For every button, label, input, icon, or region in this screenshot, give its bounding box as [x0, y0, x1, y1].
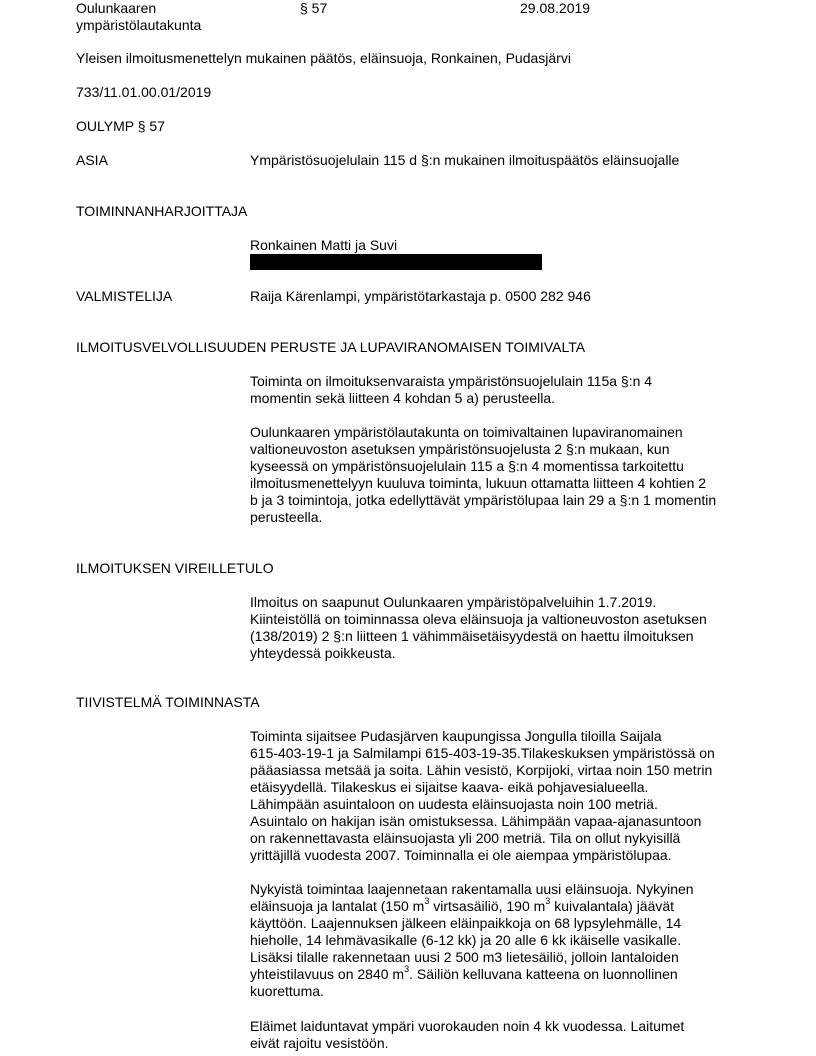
text-line: momentin sekä liitteen 4 kohdan 5 a) perusteella. — [250, 390, 556, 406]
text-line: ilmoitusmenettelyyn kuuluva toiminta, lukuun ottamatta liitteen 4 kohtien 2 — [250, 475, 707, 491]
text-line: yrittäjillä vuodesta 2007. Toiminnalla ei ole aiempaa ympäristölupaa. — [250, 847, 672, 863]
text-line: hieholle, 14 lehmävasikalle (6-12 kk) ja 20 alle 6 kk ikäiselle vasikalle. — [250, 932, 682, 948]
preparer-value: Raija Kärenlampi, ympäristötarkastaja p. 0500 282 946 — [250, 288, 591, 304]
summary-heading: TIIVISTELMÄ TOIMINNASTA — [76, 694, 260, 710]
text-line — [250, 966, 750, 983]
filing-heading: ILMOITUKSEN VIREILLETULO — [76, 560, 274, 576]
basis-heading: ILMOITUSVELVOLLISUUDEN PERUSTE JA LUPAVIRANOMAISEN TOIMIVALTA — [76, 339, 586, 355]
document-date: 29.08.2019 — [520, 0, 591, 16]
text-line: eivät rajoitu vesistöön. — [250, 1035, 389, 1051]
oulymp-section: OULYMP § 57 — [76, 118, 165, 134]
text-line: Nykyistä toimintaa laajennetaan rakentamalla uusi eläinsuoja. Nykyinen — [250, 881, 694, 897]
text-line: Eläimet laiduntavat ympäri vuorokauden noin 4 kk vuodessa. Laitumet — [250, 1018, 685, 1034]
org-name-line2: ympäristölautakunta — [76, 17, 202, 33]
summary-paragraph-1 — [250, 728, 750, 864]
operator-heading: TOIMINNANHARJOITTAJA — [76, 203, 248, 219]
text-line: on rakennettavasta eläinsuojasta yli 200 metriä. Tila on ollut nykyisillä — [250, 830, 681, 846]
text-line: Lähimpään asuintaloon on uudesta eläinsuojasta noin 100 metriä. — [250, 796, 658, 812]
text-line: Ilmoitus on saapunut Oulunkaaren ympäristöpalveluihin 1.7.2019. — [250, 594, 657, 610]
summary-paragraph-3 — [250, 1018, 750, 1052]
text-line: (138/2019) 2 §:n liitteen 1 vähimmäisetäisyydestä on haettu ilmoituksen — [250, 628, 694, 644]
document-title: Yleisen ilmoitusmenettelyn mukainen päätös, eläinsuoja, Ronkainen, Pudasjärvi — [76, 50, 571, 66]
text-fragment: yhteistilavuus on 2840 m — [250, 966, 405, 982]
summary-paragraph-2 — [250, 881, 750, 1000]
reference-number: 733/11.01.00.01/2019 — [76, 84, 212, 100]
asia-value: Ympäristösuojelulain 115 d §:n mukainen ilmoituspäätös eläinsuojalle — [250, 152, 680, 168]
asia-label: ASIA — [76, 152, 108, 168]
text-line: valtioneuvoston asetuksen ympäristönsuojelusta 2 §:n mukaan, kun — [250, 441, 670, 457]
org-name-line1: Oulunkaaren — [76, 0, 157, 16]
text-line: kuorettuma. — [250, 983, 324, 999]
filing-paragraph — [250, 594, 750, 662]
text-line: kyseessä on ympäristönsuojelulain 115 a §:n 4 momentissa tarkoitettu — [250, 458, 684, 474]
text-line: Asuintalo on hakijan isän omistuksessa. Lähimpään vapaa-ajanasuntoon — [250, 813, 702, 829]
text-line: perusteella. — [250, 509, 323, 525]
superscript: 3 — [545, 896, 551, 907]
basis-paragraph-1 — [250, 373, 750, 407]
text-fragment: . Säiliön kelluvana katteena on luonnollinen — [409, 966, 678, 982]
text-fragment: kuivalantala) jäävät — [550, 898, 675, 914]
text-line: Oulunkaaren ympäristölautakunta on toimivaltainen lupaviranomainen — [250, 424, 683, 440]
text-line: pääasiassa metsää ja soita. Lähin vesistö, Korpijoki, virtaa noin 150 metrin — [250, 762, 713, 778]
superscript: 3 — [424, 896, 430, 907]
text-line: 615-403-19-1 ja Salmilampi 615-403-19-35.Tilakeskuksen ympäristössä on — [250, 745, 715, 761]
text-line: Toiminta sijaitsee Pudasjärven kaupungissa Jongulla tiloilla Saijala — [250, 728, 662, 744]
text-line: Toiminta on ilmoituksenvaraista ympäristönsuojelulain 115a §:n 4 — [250, 373, 653, 389]
text-line: Kiinteistöllä on toiminnassa oleva eläinsuoja ja valtioneuvoston asetuksen — [250, 611, 707, 627]
text-line: yhteydessä poikkeusta. — [250, 645, 396, 661]
text-line — [250, 898, 750, 915]
text-line: käyttöön. Laajennuksen jälkeen eläinpaikkoja on 68 lypsylehmälle, 14 — [250, 915, 682, 931]
text-line: etäisyydellä. Tilakeskus ei sijaitse kaava- eikä pohjavesialueella. — [250, 779, 649, 795]
text-line: Lisäksi tilalle rakennetaan uusi 2 500 m3 lietesäiliö, jolloin lantaloiden — [250, 949, 679, 965]
redaction-bar — [250, 254, 542, 270]
text-line: b ja 3 toimintoja, jotka edellyttävät ympäristölupaa lain 29 a §:n 1 momentin — [250, 492, 717, 508]
superscript: 3 — [404, 964, 410, 975]
preparer-label: VALMISTELIJA — [76, 288, 173, 304]
text-fragment: virtsasäiliö, 190 m — [429, 898, 546, 914]
section-number: § 57 — [300, 0, 328, 16]
operator-name: Ronkainen Matti ja Suvi — [250, 237, 398, 253]
basis-paragraph-2 — [250, 424, 750, 526]
text-fragment: eläinsuoja ja lantalat (150 m — [250, 898, 425, 914]
